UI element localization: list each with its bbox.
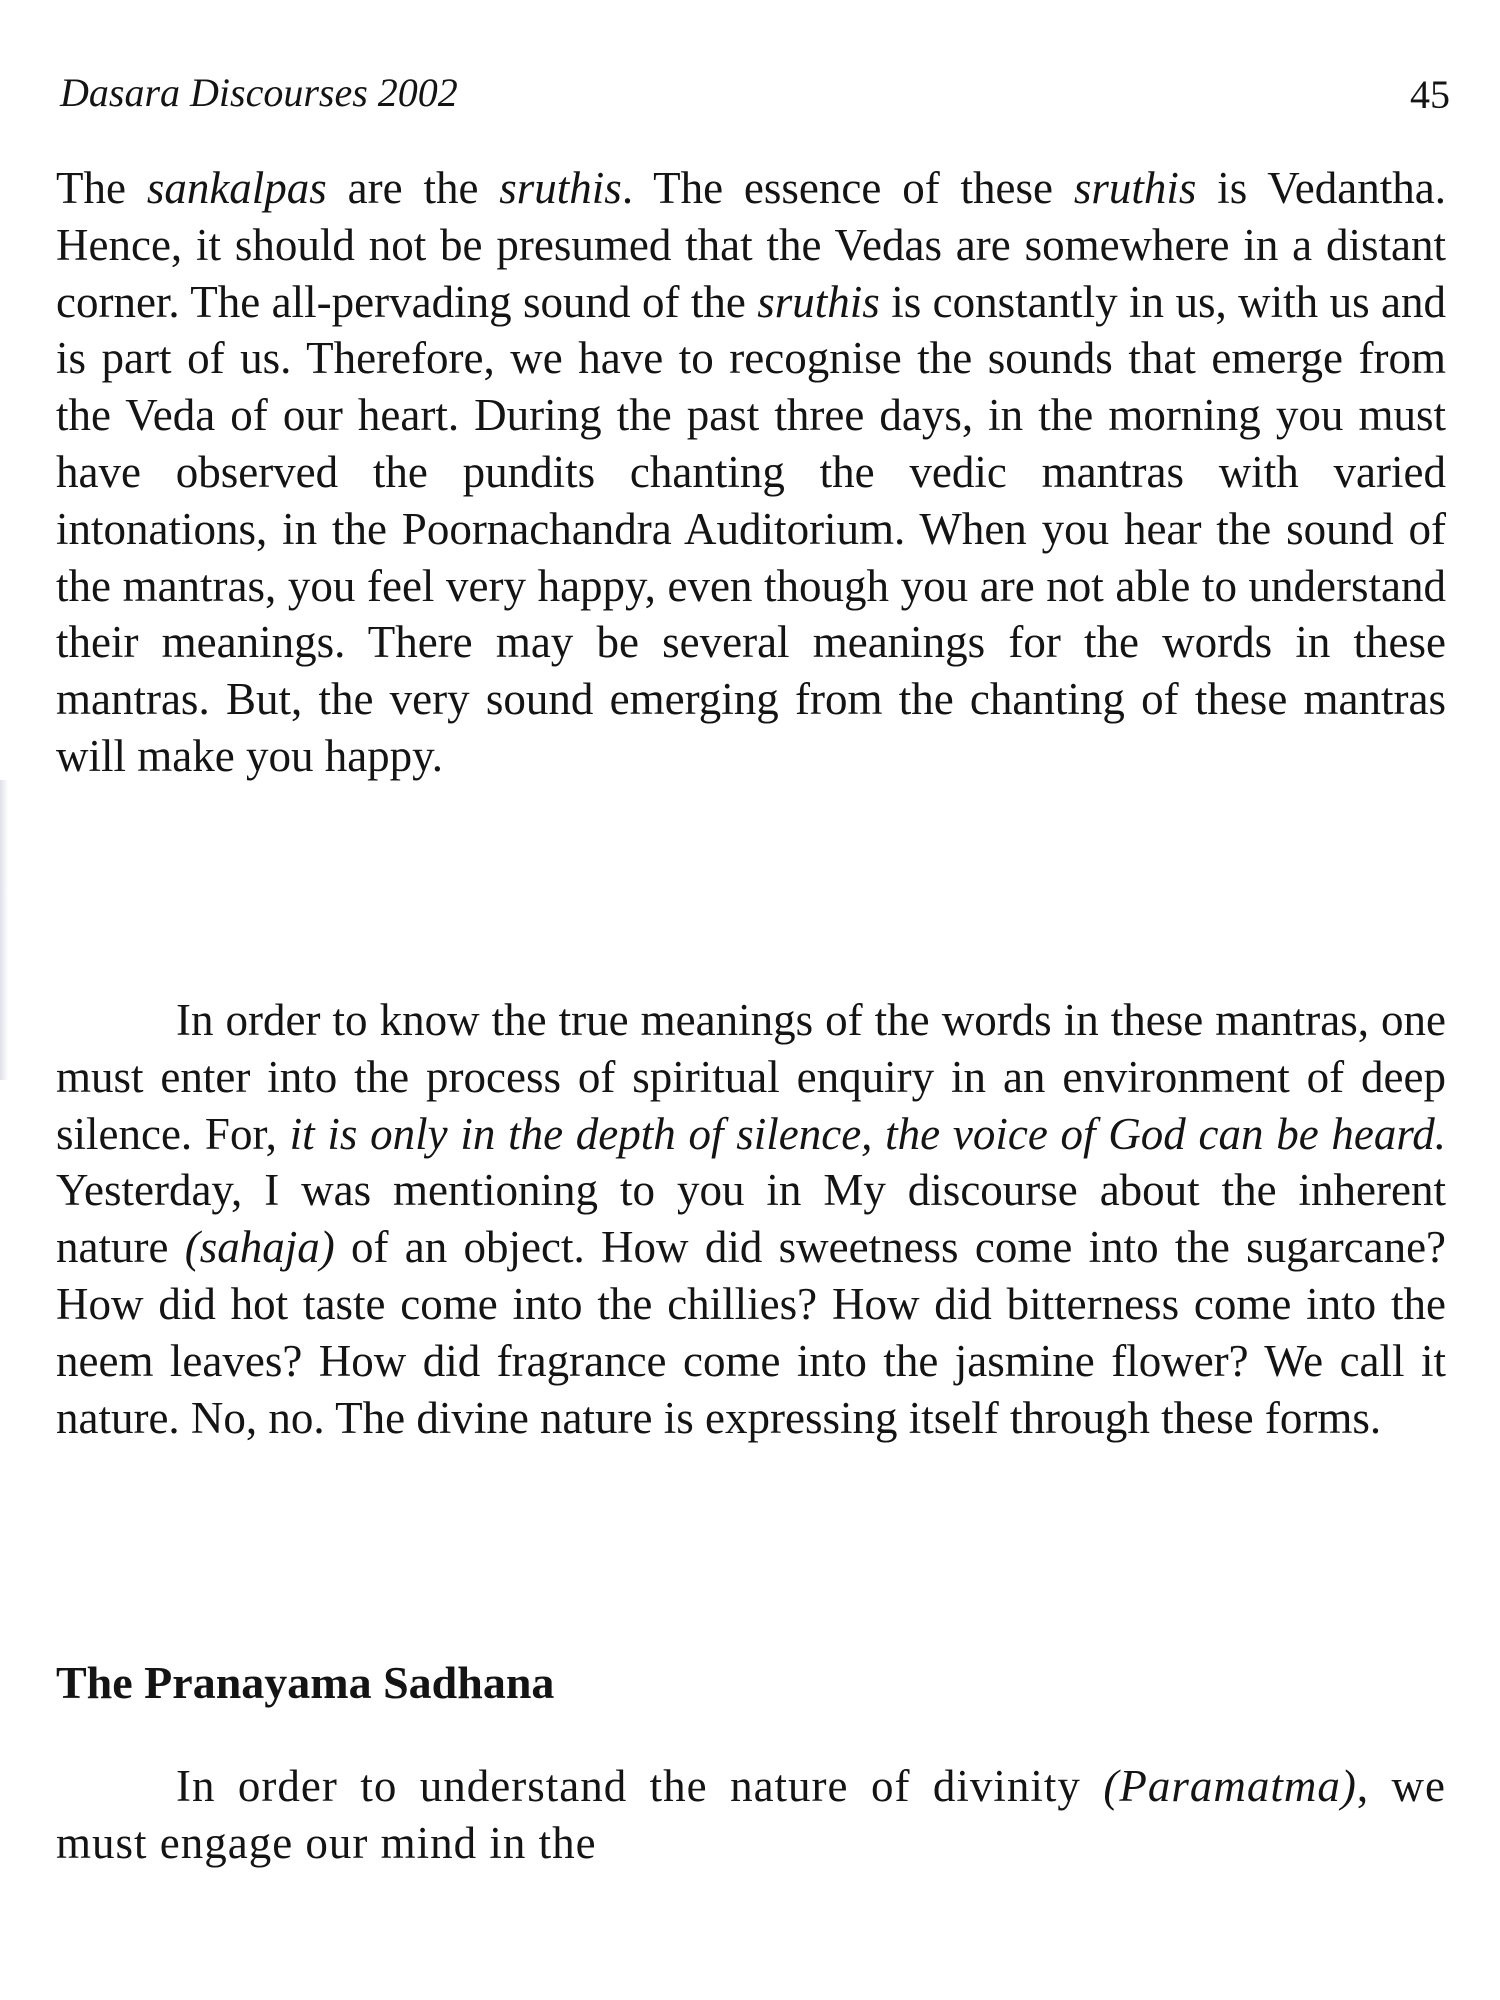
- book-title: Dasara Discourses 2002: [60, 70, 458, 115]
- paragraph-sruthis: The sankalpas are the sruthis. The essence of these sruthis is Vedantha. Hence, it should not be presumed that the Vedas are somewhere in a distant corner. The all-pervading sound of the sruthis is constantly in us, with us and is part of us. Therefore, we have to recognise the sounds that emerge from the Veda of our heart. During the past three days, in the morning you must have observed the pundits chanting the vedic mantras with varied intonations, in the Poornachandra Auditorium. When you hear the sound of the mantras, you feel very happy, even though you are not able to understand their meanings. There may be several meanings for the words in these mantras. But, the very sound emerging from the chanting of these mantras will make you happy.: [56, 163, 1446, 781]
- italic-term: (Paramatma): [1103, 1761, 1357, 1811]
- italic-term: sankalpas: [146, 163, 327, 213]
- italic-term: sruthis: [1073, 163, 1197, 213]
- italic-term: (sahaja): [184, 1222, 335, 1273]
- running-head: [60, 68, 1450, 118]
- italic-term: sruthis: [757, 276, 880, 327]
- italic-term: it is only in the depth of silence, the voice of God can be heard.: [289, 1108, 1446, 1159]
- section-heading: The Pranayama Sadhana: [56, 1657, 555, 1708]
- paragraph-true-meanings: In order to know the true meanings of the words in these mantras, one must enter into the process of spiritual enquiry in an environment of deep silence. For, it is only in the depth of silence, the voice of God can be heard. Yesterday, I was mentioning to you in My discourse about the inherent nature (sahaja) of an object. How did sweetness come into the sugarcane? How did hot taste come into the chillies? How did bitterness come into the neem leaves? How did fragrance come into the jasmine flower? We call it nature. No, no. The divine nature is expressing itself through these forms.: [56, 995, 1447, 1443]
- italic-term: sruthis: [499, 163, 622, 213]
- page-number: 45: [1410, 72, 1450, 117]
- paragraph-nature-of-divinity: In order to understand the nature of divinity (Paramatma), we must engage our mind in the: [56, 1761, 1446, 1868]
- page-edge-shade: [0, 780, 8, 1080]
